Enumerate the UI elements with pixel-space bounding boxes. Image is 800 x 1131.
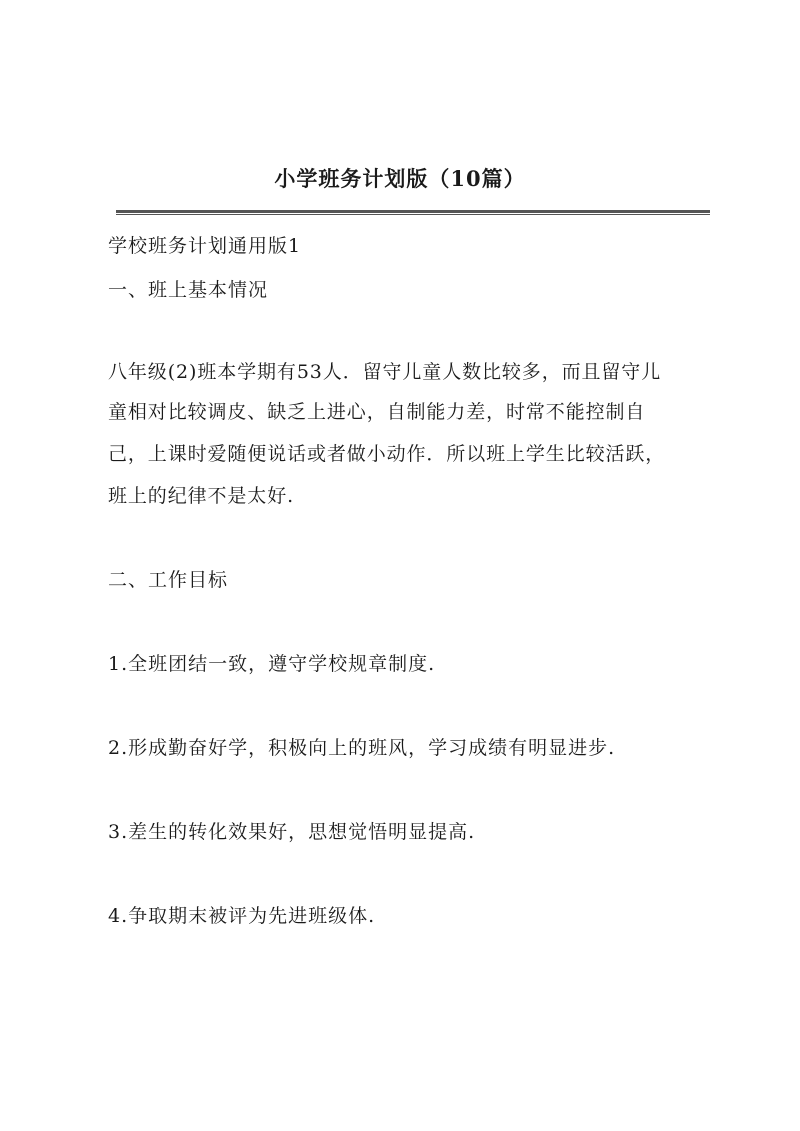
title-divider bbox=[116, 210, 710, 215]
goal-item: 4.争取期末被评为先进班级体. bbox=[108, 905, 376, 927]
goal-item: 1.全班团结一致，遵守学校规章制度. bbox=[108, 653, 436, 675]
goal-item: 2.形成勤奋好学，积极向上的班风，学习成绩有明显进步. bbox=[108, 737, 616, 759]
paragraph-line: 班上的纪律不是太好. bbox=[108, 485, 295, 507]
section-heading-basic-situation: 一、班上基本情况 bbox=[108, 279, 269, 301]
paragraph-line: 八年级(2)班本学期有53人．留守儿童人数比较多，而且留守儿 bbox=[108, 361, 662, 383]
goal-item: 3.差生的转化效果好，思想觉悟明显提高. bbox=[108, 821, 476, 843]
section-heading-work-goals: 二、工作目标 bbox=[108, 569, 229, 591]
document-subtitle: 学校班务计划通用版1 bbox=[108, 235, 302, 257]
paragraph-line: 童相对比较调皮、缺乏上进心，自制能力差，时常不能控制自 bbox=[108, 401, 646, 423]
paragraph-line: 己，上课时爱随便说话或者做小动作．所以班上学生比较活跃， bbox=[108, 443, 666, 465]
page-title: 小学班务计划版（10篇） bbox=[274, 166, 526, 191]
